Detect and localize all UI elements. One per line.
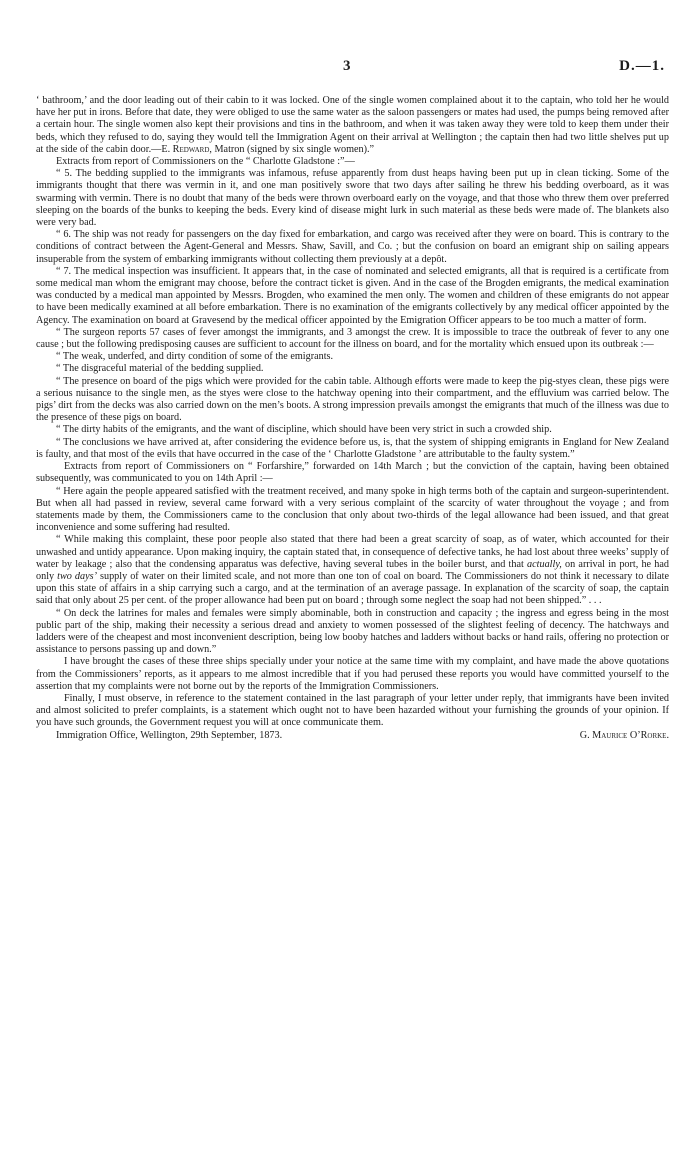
paragraph-fever-cases: “ The surgeon reports 57 cases of fever amongst the immigrants, and 3 amongst the crew. It is impossible to trace the outbreak of fever to any one cause ; but the following predisposing causes are sufficient to account for the illness on board, and for the mortality which ensued upon its outbreak :— (36, 326, 669, 351)
emphasis-two-days: two days’ (57, 570, 97, 582)
paragraph-cause-condition: “ The weak, underfed, and dirty condition of some of the emigrants. (56, 351, 334, 363)
paragraph-water-complaint: “ Here again the people appeared satisfied with the treatment received, and many spoke in high terms both of the captain and surgeon-superintendent. But when all had passed in review, several came forward with a very serious complaint of the scarcity of water throughout the voyage ; and from statements made by them, the Commissioners came to the conclusion that only about two-thirds of the legal allowance had been issued, and that great inconvenience and some suffering had resulted. (36, 485, 669, 534)
paragraph-latrines: “ On deck the latrines for males and females were simply abominable, both in construction and capacity ; the ingress and egress being in the most public part of the ship, making their necessity a serious dread and anxiety to women possessed of the slightest feeling of decency. The hatchways and ladders were of the cheapest and most inconvenient description, being low booby hatches and ladders without backs or hand rails, offering no protection or assistance to persons passing up and down.” (36, 607, 669, 656)
emphasis-actually: actually, (527, 558, 562, 570)
paragraph-cause-bedding: “ The disgraceful material of the bedding supplied. (56, 363, 264, 375)
paragraph-finally: Finally, I must observe, in reference to the statement contained in the last paragraph of your letter under reply, that immigrants have been invited and almost solicited to prefer complaints, is a statement which ought not to have been hazarded without your furnishing the grounds of your opinion. If you have such grounds, the Government request you will at once communicate them. (36, 692, 669, 729)
signature-line (36, 730, 669, 743)
signatory-name: E. Redward, (161, 143, 212, 155)
paragraph-matron-statement (36, 95, 669, 156)
paragraph-extract-heading-forfarshire: Extracts from report of Commissioners on “ Forfarshire,” forwarded on 14th March ; but the conviction of the captain, having been obtained subsequently, was communicated to you on 14th April :— (36, 461, 669, 485)
soap-text-a: “ While making this complaint, these poor people also stated that there had been a great scarcity of soap, as of water, which accounted for their unwashed and untidy appearance. Upon making inquiry, the captain stated that, in consequence of defective tanks, he had lost about three weeks’ supply of water by leakage ; also that the condensing apparatus was defective, having several tubes in the boiler burst, and that (36, 534, 669, 570)
soap-text-c: supply of water on their limited scale, and not more than one ton of coal on board. The Commissioners do not think it necessary to dilate upon this state of affairs in a ship carrying such a cargo, and at the termination of an average passage. In explanation of the scarcity of soap, the captain said that only about 25 per cent. of the proper allowance had been put on board ; through some neglect the soap had not been shipped.” . . . (36, 570, 670, 607)
paragraph-soap-scarcity (36, 534, 669, 607)
paragraph-cause-discipline: “ The dirty habits of the emigrants, and the want of discipline, which should have been very strict in such a crowded ship. (56, 424, 552, 436)
soap-text-b: on arrival in port, he had only (36, 558, 669, 582)
page-header (0, 58, 700, 78)
paragraph-extract-heading-charlotte: Extracts from report of Commissioners on the “ Charlotte Gladstone :”— (56, 156, 355, 168)
paragraph-cause-pigs: “ The presence on board of the pigs which were provided for the cabin table. Although efforts were made to keep the pig-styes clean, these pigs were a serious nuisance to the single men, as the styes were close to the hatchway opening into their compartment, and the effluvium was carried below. The pigs’ dirt from the decks was also carried down on the men’s boots. A strong impression prevails amongst the emigrants that much of the illness was due to the presence of these pigs on board. (36, 375, 669, 424)
page-number: 3 (343, 58, 351, 74)
paragraph-conclusions: “ The conclusions we have arrived at, after considering the evidence before us, is, that the system of shipping emigrants in England for New Zealand is faulty, and that most of the evils that have occurred in the case of the ‘ Charlotte Gladstone ’ are attributable to the faulty system.” (36, 436, 669, 460)
document-id: D.—1. (619, 58, 665, 74)
paragraph-medical-inspection: “ 7. The medical inspection was insufficient. It appears that, in the case of nominated and selected emigrants, all that is required is a certificate from some medical man whom the emigrant may choose, before the contract ticket is given. And in the case of the Brogden emigrants, the medical examination was conducted by a medical man appointed by Messrs. Brogden, who examined the men only. The women and children of these emigrants do not appear to have been medically examined at all before embarkation. There is no examination of the emigrants collectively by any medical officer appointed by the Agency. The examination on board at Gravesend by the medical officer appointed by the Emigration Officer appears to be too much a matter of form. (36, 265, 669, 326)
matron-statement-tail: Matron (signed by six single women).” (211, 143, 375, 155)
matron-statement-text: ‘ bathroom,’ and the door leading out of their cabin to it was locked. One of the single women complained about it to the captain, who told her he would have her put in irons. Before that date, they were obliged to use the same water as the saloon passengers or mates had used, the pumps being removed after a certain hour. The single women also kept their provisions and tins in the bathroom, and when it was taken away they were told to keep them under their beds, which they refused to do, saying they would tell the Immigration Agent on their arrival at Wellington ; the captain then had two little shelves put up at the side of the cabin door.— (36, 95, 669, 155)
paragraph-embarkation: “ 6. The ship was not ready for passengers on the day fixed for embarkation, and cargo was received after they were on board. This is contrary to the conditions of contract between the Agent-General and Messrs. Shaw, Savill, and Co. ; but the confusion on board an emigrant ship on sailing appears insuperable from the system of embarking immigrants without collecting them previously at a depôt. (36, 229, 669, 265)
body-text (36, 95, 669, 743)
paragraph-three-ships: I have brought the cases of these three ships specially under your notice at the same time with my complaint, and have made the above quotations from the Commissioners’ reports, as it appears to me almost incredible that if you had perused these reports you would have committed yourself to the assertion that my complaints were not borne out by the reports of the Immigration Commissioners. (36, 656, 669, 692)
signatory: G. Maurice O’Rorke. (579, 729, 669, 741)
place-date: Immigration Office, Wellington, 29th September, 1873. (56, 729, 283, 741)
paragraph-bedding: “ 5. The bedding supplied to the immigrants was infamous, refuse apparently from dust heaps having been put up in clean ticking. Some of the immigrants thought that there was vermin in it, and one man positively swore that two days after sailing he threw his bedding overboard, as it was swarming with vermin. There is no doubt that many of the beds were thrown overboard early on the voyage, and that those who threw them over preferred sleeping on the boards of the bunks to keeping the beds. Every kind of disease might lurk in such material as these beds were made of. The blankets also were very bad. (36, 168, 669, 229)
